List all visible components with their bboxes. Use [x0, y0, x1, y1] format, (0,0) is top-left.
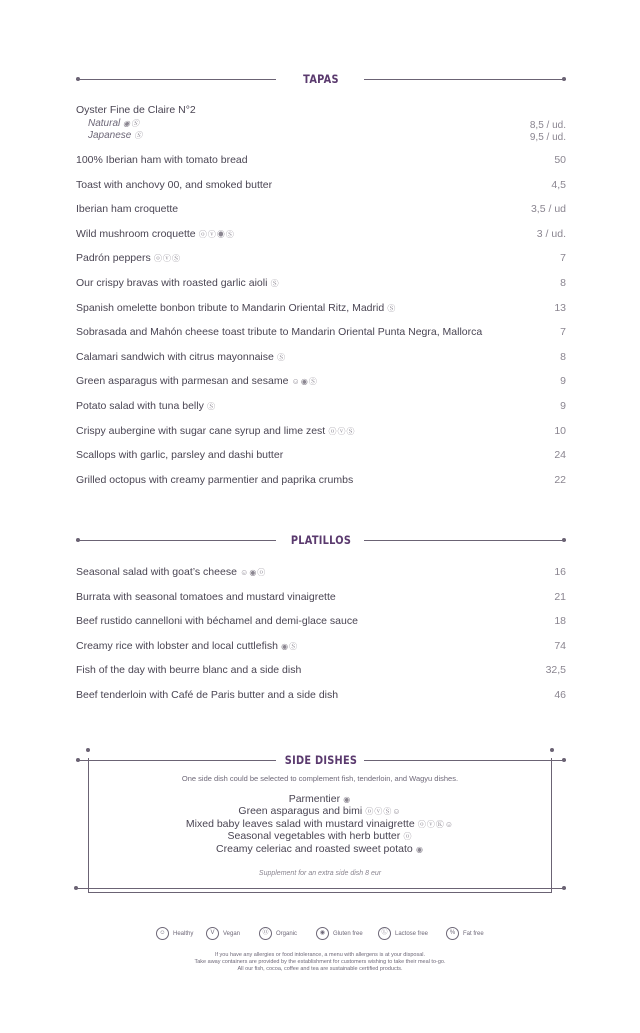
side-dish-item — [0, 843, 640, 855]
side-dish-item — [0, 830, 640, 842]
dietary-icons: ⓞⓥ◉Ⓢ — [195, 229, 235, 239]
variant-label: Japanese — [88, 130, 132, 141]
section-title: TAPAS — [303, 72, 339, 86]
fat-free-icon: % — [446, 927, 459, 940]
item-title: 100% Iberian ham with tomato bread — [76, 154, 248, 166]
menu-item — [76, 179, 566, 193]
frame-bottom-rule — [76, 888, 566, 889]
item-title: Calamari sandwich with citrus mayonnaise — [76, 350, 274, 363]
legend-item — [156, 927, 193, 940]
side-dishes-intro: One side dish could be selected to complement fish, tenderloin, and Wagyu dishes. — [181, 774, 459, 783]
healthy-icon: ☺ — [156, 927, 169, 940]
item-name — [76, 154, 248, 166]
legend-item — [446, 927, 484, 940]
item-price: 21 — [554, 590, 566, 603]
item-title: Our crispy bravas with roasted garlic aioli — [76, 277, 268, 289]
item-price: 10 — [554, 424, 566, 437]
legend-label: Lactose free — [395, 931, 429, 938]
item-title: Green asparagus with parmesan and sesame — [76, 375, 289, 388]
menu-item — [76, 400, 566, 414]
side-dish-name: Seasonal vegetables with herb butter — [227, 830, 401, 843]
item-title: Beef rustido cannelloni with béchamel and demi-glace sauce — [76, 615, 358, 628]
item-price: 8 — [560, 350, 566, 363]
divider-dot — [76, 538, 80, 542]
divider-dot — [562, 538, 566, 542]
menu-item — [76, 351, 566, 365]
divider — [364, 540, 566, 541]
menu-item — [76, 449, 566, 463]
dietary-icons: Ⓢ — [384, 303, 397, 313]
frame-corner — [550, 748, 554, 752]
divider-dot — [562, 758, 566, 762]
dietary-icons: ◉Ⓢ — [277, 641, 299, 651]
lactose-free-icon: Ⓛ — [378, 927, 391, 940]
item-name — [76, 277, 280, 289]
side-dish-name: Creamy celeriac and roasted sweet potato — [216, 842, 413, 855]
organic-icon: Ⓞ — [259, 927, 272, 940]
item-price: 7 — [560, 252, 566, 265]
gluten-free-icon: ◉ — [316, 927, 329, 940]
divider-dot — [562, 77, 566, 81]
item-price: 7 — [560, 326, 566, 339]
item-title: Toast with anchovy 00, and smoked butter — [76, 178, 273, 191]
item-name — [76, 302, 396, 314]
side-dish-name: Green asparagus and bimi — [238, 805, 363, 818]
side-dish-name: Parmentier — [288, 793, 341, 805]
menu-item-oyster — [76, 104, 566, 118]
item-name — [76, 179, 272, 191]
vegan-icon: V — [206, 927, 219, 940]
item-name — [76, 351, 286, 363]
legend-label: Gluten free — [333, 931, 363, 938]
menu-item — [76, 664, 566, 678]
item-price: 32,5 — [545, 664, 566, 677]
item-price: 50 — [554, 154, 566, 166]
item-name — [76, 449, 283, 461]
item-name — [76, 640, 298, 652]
side-dish-name: Mixed baby leaves salad with mustard vinaigrette — [185, 817, 415, 830]
item-name — [76, 228, 235, 240]
item-name — [76, 615, 358, 627]
item-name — [76, 566, 266, 578]
frame-corner — [562, 886, 566, 890]
item-name — [76, 474, 353, 486]
item-title: Scallops with garlic, parsley and dashi butter — [76, 449, 284, 462]
frame-corner — [86, 748, 90, 752]
dietary-icons: ◉Ⓢ — [123, 119, 141, 128]
item-title: Wild mushroom croquette — [76, 227, 196, 240]
divider — [364, 79, 566, 80]
divider-dot — [76, 77, 80, 81]
item-price: 9 — [560, 375, 566, 388]
dietary-icons: Ⓢ — [273, 352, 287, 362]
item-price: 16 — [554, 566, 566, 578]
item-name — [76, 591, 336, 603]
menu-item — [76, 566, 566, 580]
item-price: 22 — [554, 473, 566, 486]
item-price: 3 / ud. — [536, 227, 566, 240]
menu-item — [76, 425, 566, 439]
item-name — [76, 664, 301, 676]
legend-label: Organic — [276, 931, 298, 938]
legend-item — [378, 927, 428, 940]
item-name: Oyster Fine de Claire N°2 — [76, 104, 196, 116]
footer-line: If you have any allergies or food intolerance, a menu with allergens is at your disposal. — [214, 952, 426, 958]
side-dish-item — [0, 818, 640, 830]
item-price: 74 — [554, 639, 566, 652]
item-name — [76, 252, 181, 264]
legend-label: Vegan — [223, 931, 241, 938]
dietary-icons: Ⓢ — [203, 402, 217, 411]
variant-price: 9,5 / ud. — [529, 132, 566, 143]
dietary-icons: ⓞⓥⓈ☺ — [362, 807, 402, 817]
item-title: Potato salad with tuna belly — [76, 400, 204, 412]
section-title: PLATILLOS — [290, 533, 352, 547]
item-title: Seasonal salad with goat’s cheese — [76, 566, 237, 578]
legend-item — [206, 927, 240, 940]
supplement-note: Supplement for an extra side dish 8 eur — [258, 870, 382, 877]
dietary-icons: ◉ — [340, 795, 352, 804]
item-title: Burrata with seasonal tomatoes and mustard vinaigrette — [76, 590, 336, 603]
variant-price: 8,5 / ud. — [529, 120, 566, 131]
footer-notes — [0, 952, 640, 973]
menu-item — [76, 591, 566, 605]
oyster-variant — [88, 130, 143, 141]
frame-corner — [74, 886, 78, 890]
dietary-icons: ☺◉Ⓢ — [288, 377, 318, 387]
item-title: Crispy aubergine with sugar cane syrup and lime zest — [76, 424, 326, 437]
dietary-icons: ⓞⓥⓈ — [150, 254, 181, 264]
menu-item — [76, 277, 566, 291]
item-price: 3,5 / ud — [530, 203, 566, 216]
platillos-header — [76, 531, 566, 551]
tapas-header — [76, 70, 566, 90]
item-price: 4,5 — [551, 178, 566, 191]
footer-line: Take away containers are provided by the establishment for customers wishing to take their meal to-go. — [194, 959, 446, 965]
dietary-icons: ◉ — [412, 844, 424, 854]
menu-item — [76, 474, 566, 488]
item-name — [76, 375, 318, 387]
dietary-icons: ⓞⓥⓈ — [325, 426, 356, 436]
item-title: Sobrasada and Mahón cheese toast tribute to Mandarin Oriental Punta Negra, Mallorca — [76, 326, 483, 339]
item-title: Fish of the day with beurre blanc and a side dish — [76, 664, 302, 677]
menu-item — [76, 154, 566, 168]
section-title: SIDE DISHES — [284, 753, 358, 767]
menu-item — [76, 302, 566, 316]
item-title: Grilled octopus with creamy parmentier and paprika crumbs — [76, 473, 354, 486]
footer-line: All our fish, cocoa, coffee and tea are sustainable certified products. — [237, 966, 403, 972]
item-name — [76, 400, 216, 412]
legend-item — [259, 927, 297, 940]
item-title: Beef tenderloin with Café de Paris butter and a side dish — [76, 689, 339, 701]
menu-item — [76, 375, 566, 389]
item-price: 8 — [560, 277, 566, 289]
item-title: Iberian ham croquette — [76, 203, 179, 216]
item-name — [76, 689, 338, 701]
menu-item — [76, 252, 566, 266]
dietary-icons: ⓞⓥⓀ☺ — [414, 819, 455, 829]
legend-label: Fat free — [463, 931, 484, 938]
divider-dot — [76, 758, 80, 762]
menu-item — [76, 689, 566, 703]
item-name — [76, 326, 482, 338]
dietary-icons: Ⓢ — [267, 279, 280, 288]
item-title: Spanish omelette bonbon tribute to Mandarin Oriental Ritz, Madrid — [76, 301, 385, 314]
menu-item — [76, 228, 566, 242]
side-dish-item — [0, 793, 640, 805]
item-title: Creamy rice with lobster and local cuttlefish — [76, 639, 278, 652]
item-name — [76, 203, 178, 215]
dietary-icons: ☺◉ⓞ — [236, 568, 267, 577]
menu-item — [76, 640, 566, 654]
item-price: 46 — [554, 689, 566, 701]
item-title: Padrón peppers — [76, 252, 151, 265]
item-price: 24 — [554, 449, 566, 462]
item-name — [76, 425, 355, 437]
oyster-variant — [88, 118, 140, 129]
menu-item — [76, 203, 566, 217]
item-price: 9 — [560, 400, 566, 412]
side-dish-item — [0, 805, 640, 817]
menu-item — [76, 615, 566, 629]
dietary-icons: ⓞ — [400, 832, 413, 842]
dietary-icons: Ⓢ — [134, 131, 144, 140]
legend-label: Healthy — [173, 931, 194, 938]
menu-item — [76, 326, 566, 340]
item-price: 18 — [554, 615, 566, 628]
variant-label: Natural — [88, 118, 121, 129]
item-price: 13 — [554, 301, 566, 314]
legend-item — [316, 927, 363, 940]
dietary-legend — [156, 927, 486, 941]
